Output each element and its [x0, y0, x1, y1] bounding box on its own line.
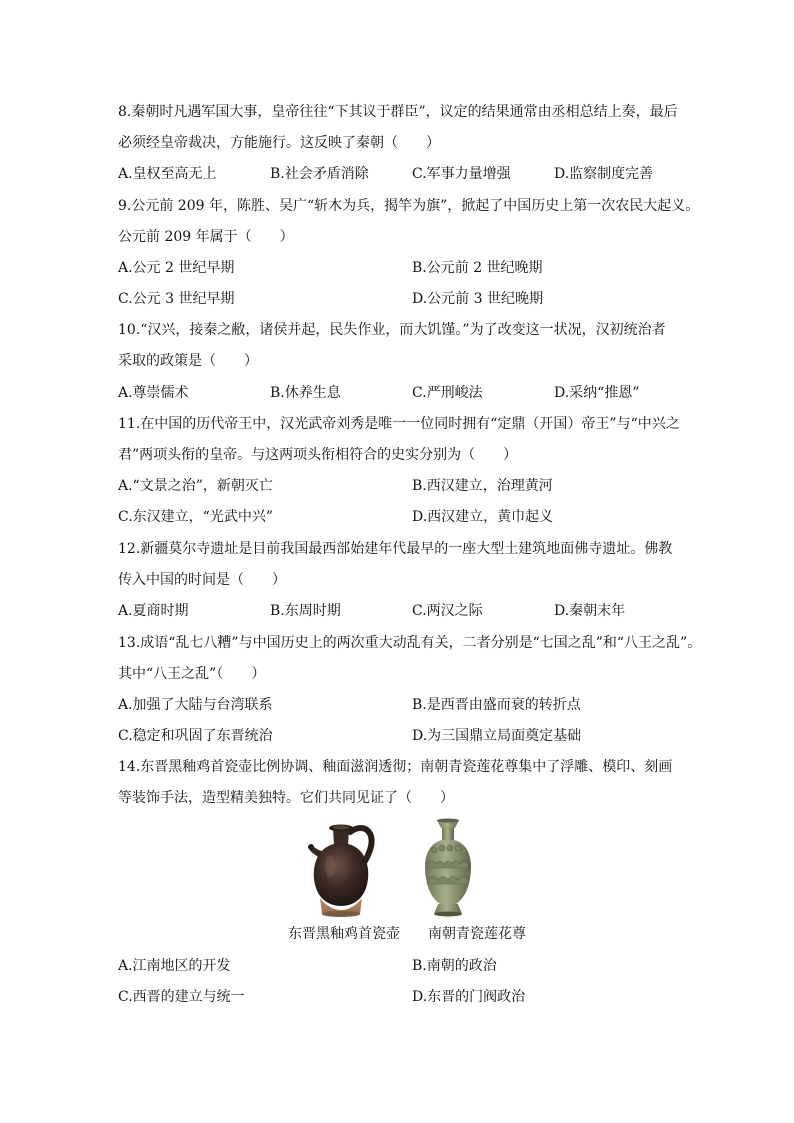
question-8-option-b: B.社会矛盾消除: [270, 166, 369, 182]
question-10-option-a: A.尊崇儒术: [118, 385, 189, 401]
question-14-option-d: D.东晋的门阀政治: [412, 989, 526, 1005]
question-12-option-a: A.夏商时期: [118, 603, 189, 619]
question-8-stem-line-1: 8.秦朝时凡遇军国大事，皇帝往往“下其议于群臣”，议定的结果通常由丞相总结上奏，最后: [118, 104, 678, 120]
question-14-option-a: A.江南地区的开发: [118, 958, 231, 974]
question-13-option-b: B.是西晋由盛而衰的转折点: [412, 697, 581, 713]
question-9-stem-line-2: 公元前 209 年属于（ ）: [118, 229, 294, 245]
question-8-option-c: C.军事力量增强: [412, 166, 511, 182]
question-14-option-c: C.西晋的建立与统一: [118, 989, 245, 1005]
question-11-option-a: A.“文景之治”，新朝灭亡: [118, 478, 273, 494]
question-11-option-c: C.东汉建立，“光武中兴”: [118, 509, 273, 525]
question-9-option-a: A.公元 2 世纪早期: [118, 260, 235, 276]
question-11-stem-line-1: 11.在中国的历代帝王中，汉光武帝刘秀是唯一一位同时拥有“定鼎（开国）帝王”与“中兴之: [118, 416, 680, 432]
question-9-option-b: B.公元前 2 世纪晚期: [412, 260, 543, 276]
question-12-option-c: C.两汉之际: [412, 603, 483, 619]
question-8-option-d: D.监察制度完善: [554, 166, 654, 182]
question-14-option-b: B.南朝的政治: [412, 958, 497, 974]
question-12-option-b: B.东周时期: [270, 603, 341, 619]
question-13-stem-line-1: 13.成语“乱七八糟”与中国历史上的两次重大动乱有关，二者分别是“七国之乱”和“八王之乱”。: [118, 635, 702, 651]
question-11-option-b: B.西汉建立，治理黄河: [412, 478, 553, 494]
question-11-option-d: D.西汉建立，黄巾起义: [412, 509, 554, 525]
question-11-stem-line-2: 君”两项头衔的皇帝。与这两项头衔相符合的史实分别为（ ）: [118, 447, 518, 463]
celadon-lotus-vessel-image: [418, 818, 478, 918]
question-12-stem-line-2: 传入中国的时间是（ ）: [118, 572, 286, 588]
question-12-option-d: D.秦朝末年: [554, 603, 626, 619]
question-12-stem-line-1: 12.新疆莫尔寺遗址是目前我国最西部始建年代最早的一座大型土建筑地面佛寺遗址。佛教: [118, 541, 673, 557]
black-glazed-ewer-image: [300, 818, 380, 918]
question-10-option-b: B.休养生息: [270, 385, 341, 401]
question-9-stem-line-1: 9.公元前 209 年，陈胜、吴广“斩木为兵，揭竿为旗”，掀起了中国历史上第一次农民大起义。: [118, 198, 700, 214]
question-10-option-d: D.采纳“推恩”: [554, 385, 640, 401]
question-9-option-d: D.公元前 3 世纪晚期: [412, 291, 543, 307]
question-10-stem-line-1: 10.“汉兴，接秦之敝，诸侯并起，民失作业，而大饥馑。”为了改变这一状况，汉初统治者: [118, 322, 666, 338]
question-14-stem-line-2: 等装饰手法，造型精美独特。它们共同见证了（ ）: [118, 790, 454, 806]
question-8-stem-line-2: 必须经皇帝裁决，方能施行。这反映了秦朝（ ）: [118, 135, 440, 151]
ewer-caption: 东晋黑釉鸡首瓷壶: [288, 926, 400, 942]
lotus-vessel-caption: 南朝青瓷莲花尊: [428, 926, 526, 942]
question-13-option-d: D.为三国鼎立局面奠定基础: [412, 728, 582, 744]
question-14-stem-line-1: 14.东晋黑釉鸡首瓷壶比例协调、釉面滋润透彻；南朝青瓷莲花尊集中了浮雕、模印、刻画: [118, 759, 673, 775]
question-10-option-c: C.严刑峻法: [412, 385, 483, 401]
question-13-stem-line-2: 其中“八王之乱”（ ）: [118, 666, 266, 682]
question-13-option-a: A.加强了大陆与台湾联系: [118, 697, 273, 713]
question-13-option-c: C.稳定和巩固了东晋统治: [118, 728, 273, 744]
question-10-stem-line-2: 采取的政策是（ ）: [118, 353, 258, 369]
question-9-option-c: C.公元 3 世纪早期: [118, 291, 235, 307]
question-8-option-a: A.皇权至高无上: [118, 166, 217, 182]
